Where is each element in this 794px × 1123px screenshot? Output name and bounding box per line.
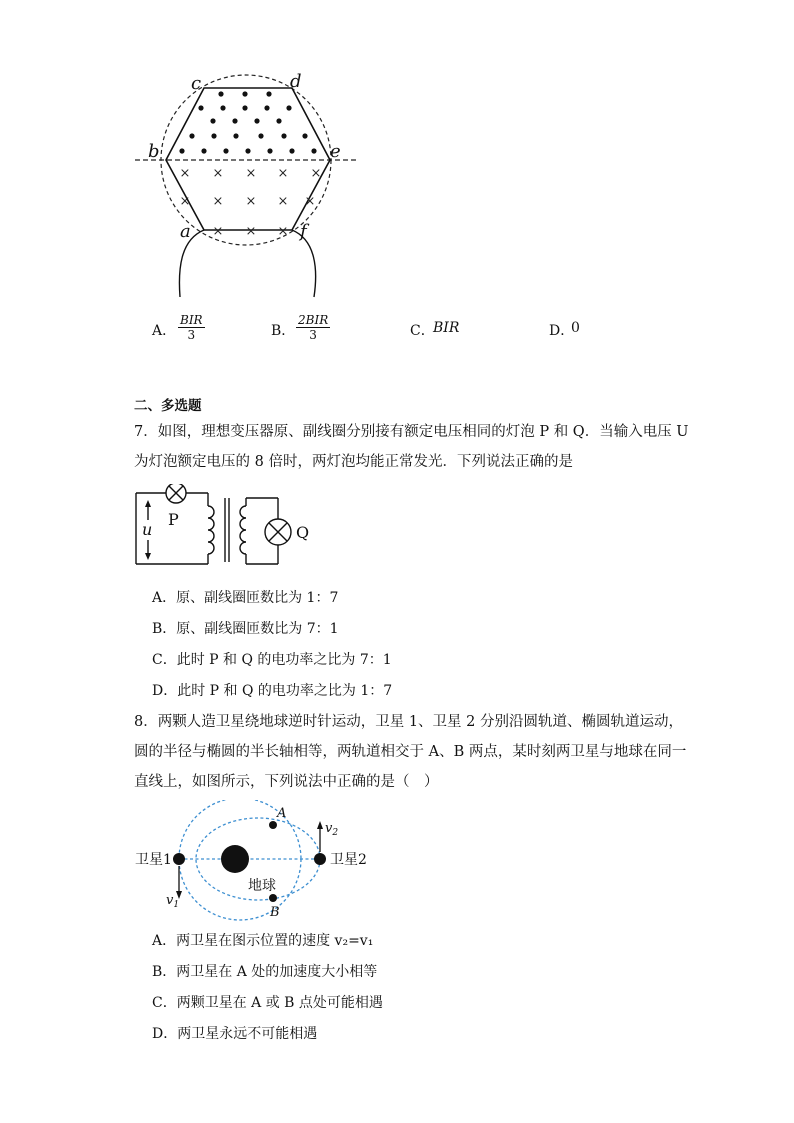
q6-option-b-denominator: 3 <box>309 328 317 342</box>
q6-option-c-letter: C． <box>410 323 435 339</box>
label-v2 <box>325 821 338 838</box>
q6-option-a-letter: A． <box>152 323 177 339</box>
label-satellite-1: 卫星1 <box>135 852 172 868</box>
svg-text:×: × <box>179 194 191 209</box>
q7-option-a: A．原、副线圈匝数比为 1：7 <box>152 590 339 606</box>
label-satellite-2: 卫星2 <box>330 852 367 868</box>
q7-stem-line1: 7．如图，理想变压器原、副线圈分别接有额定电压相同的灯泡 P 和 Q．当输入电压 U <box>134 424 689 440</box>
q8-stem-line3: 直线上，如图所示，下列说法中正确的是（ ） <box>134 774 439 790</box>
q8-option-c: C．两颗卫星在 A 或 B 点处可能相遇 <box>152 995 383 1011</box>
label-point-b: B <box>270 905 280 920</box>
q6-option-b-numerator: 2BIR <box>298 313 329 327</box>
q8-option-d: D．两卫星永远不可能相遇 <box>152 1026 318 1042</box>
svg-text:×: × <box>245 194 257 209</box>
section-title: 二、多选题 <box>134 398 202 414</box>
label-a: a <box>180 221 191 242</box>
q6-option-d-text: 0 <box>571 320 580 336</box>
label-earth: 地球 <box>248 878 276 894</box>
label-c: c <box>191 73 202 94</box>
q6-option-c-text: BIR <box>433 320 460 336</box>
svg-text:×: × <box>277 166 289 181</box>
svg-text:×: × <box>212 166 224 181</box>
q7-option-d: D．此时 P 和 Q 的电功率之比为 1：7 <box>152 683 393 699</box>
svg-text:×: × <box>245 166 257 181</box>
label-voltage-u: u <box>142 520 153 539</box>
svg-text:×: × <box>179 166 191 181</box>
hexagon-field-figure <box>120 60 380 310</box>
q7-option-c: C．此时 P 和 Q 的电功率之比为 7：1 <box>152 652 392 668</box>
svg-text:×: × <box>277 224 289 239</box>
q8-stem-line1: 8．两颗人造卫星绕地球逆时针运动，卫星 1、卫星 2 分别沿圆轨道、椭圆轨道运动， <box>134 714 684 730</box>
label-point-a: A <box>277 806 287 821</box>
satellite-orbit-figure <box>130 800 390 924</box>
transformer-circuit-figure <box>128 484 328 576</box>
q6-option-a-fraction <box>178 313 205 342</box>
label-lamp-q: Q <box>296 523 310 542</box>
svg-text:×: × <box>212 224 224 239</box>
svg-text:×: × <box>212 194 224 209</box>
field-out-dots <box>179 91 316 153</box>
svg-text:×: × <box>245 224 257 239</box>
earth <box>221 845 249 873</box>
q7-option-b: B．原、副线圈匝数比为 7：1 <box>152 621 339 637</box>
q6-option-d-letter: D． <box>549 323 575 339</box>
label-v1-sub: 1 <box>173 900 180 910</box>
svg-text:×: × <box>310 166 322 181</box>
point-b <box>269 894 277 902</box>
label-d: d <box>290 71 302 92</box>
q8-option-a: A．两卫星在图示位置的速度 v₂=v₁ <box>152 933 374 949</box>
q8-stem-line2: 圆的半径与椭圆的半长轴相等，两轨道相交于 A、B 两点，某时刻两卫星与地球在同一 <box>134 744 687 760</box>
q6-option-a-denominator: 3 <box>187 328 196 342</box>
label-v1-main: v <box>166 893 174 908</box>
label-v2-sub: 2 <box>332 828 339 838</box>
satellite-1 <box>173 853 185 865</box>
label-b: b <box>148 141 160 162</box>
label-v1 <box>166 893 179 910</box>
svg-text:×: × <box>304 194 316 209</box>
q6-option-b-fraction <box>296 313 330 342</box>
q6-option-b-letter: B． <box>271 323 296 339</box>
label-lamp-p: P <box>168 510 179 529</box>
q6-option-a-numerator: BIR <box>180 313 203 327</box>
label-f: f <box>300 221 307 242</box>
label-v2-main: v <box>325 821 333 836</box>
svg-text:×: × <box>277 194 289 209</box>
satellite-2 <box>314 853 326 865</box>
q8-option-b: B．两卫星在 A 处的加速度大小相等 <box>152 964 378 980</box>
point-a <box>269 821 277 829</box>
label-e: e <box>330 141 341 162</box>
q7-stem-line2: 为灯泡额定电压的 8 倍时，两灯泡均能正常发光．下列说法正确的是 <box>134 454 573 470</box>
